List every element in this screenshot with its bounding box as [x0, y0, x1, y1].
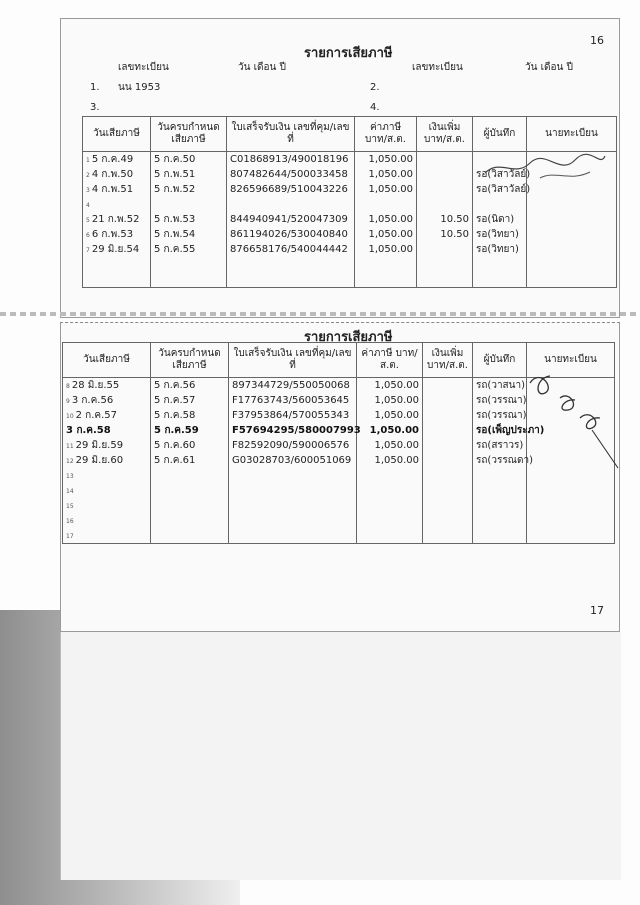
row-number: 4: [86, 202, 90, 209]
cell-text: 29 มิ.ย.54: [91, 244, 140, 255]
row-number: 5: [86, 217, 90, 224]
row-number: 2: [86, 172, 90, 179]
cell-tax: [357, 453, 423, 468]
cell-text: 2 ก.ค.57: [75, 410, 118, 421]
cell-due: [151, 257, 227, 272]
cell-rec: [473, 242, 527, 257]
cell-reg: [527, 483, 615, 498]
col-header: ผู้บันทึก: [473, 117, 527, 152]
cell-due: [151, 408, 229, 423]
cell-paid: [63, 453, 151, 468]
cell-text: 1,050.00: [369, 425, 419, 436]
cell-text: 28 มิ.ย.55: [71, 380, 120, 391]
table-row: [63, 468, 615, 483]
cell-text: 10.50: [440, 214, 469, 225]
cell-rec: [473, 483, 527, 498]
cell-extra: [417, 242, 473, 257]
cell-tax: [355, 272, 417, 288]
cell-tax: [355, 212, 417, 227]
cell-text: 1,050.00: [374, 380, 419, 391]
cell-rec: [473, 498, 527, 513]
cell-due: [151, 468, 229, 483]
col-header: นายทะเบียน: [527, 117, 617, 152]
cell-receipt: [229, 438, 357, 453]
row-number: 6: [86, 232, 90, 239]
table-row: [83, 242, 617, 257]
cell-paid: [63, 513, 151, 528]
cell-extra: [423, 393, 473, 408]
cell-text: รถ(วรรณดา): [476, 455, 533, 466]
col-header: วันเสียภาษี: [83, 117, 151, 152]
cell-reg: [527, 272, 617, 288]
cell-tax: [357, 528, 423, 544]
row-number: 8: [66, 383, 70, 390]
row-number: 3: [86, 187, 90, 194]
cell-tax: [357, 483, 423, 498]
cell-rec: [473, 272, 527, 288]
cell-receipt: [229, 468, 357, 483]
col-header: ค่าภาษี บาท/ส.ต.: [357, 343, 423, 378]
cell-extra: [423, 513, 473, 528]
cell-paid: [83, 197, 151, 212]
cell-text: 1,050.00: [368, 184, 413, 195]
row-number: 16: [66, 518, 74, 525]
cell-tax: [357, 423, 423, 438]
cell-text: 1,050.00: [374, 395, 419, 406]
cell-extra: [417, 257, 473, 272]
cell-extra: [417, 167, 473, 182]
page-title: รายการเสียภาษี: [304, 330, 393, 345]
cell-text: รถ(วาสนา): [476, 380, 526, 391]
cell-extra: [423, 483, 473, 498]
row-number: 9: [66, 398, 70, 405]
col-header: วันเสียภาษี: [63, 343, 151, 378]
table-row: [63, 453, 615, 468]
table-row: [83, 197, 617, 212]
cell-tax: [357, 408, 423, 423]
cell-tax: [357, 498, 423, 513]
cell-reg: [527, 468, 615, 483]
header-reg-label-2: เลขทะเบียน: [412, 62, 463, 73]
cell-paid: [83, 212, 151, 227]
cell-paid: [83, 257, 151, 272]
cell-receipt: [227, 182, 355, 197]
cell-tax: [357, 513, 423, 528]
cell-due: [151, 197, 227, 212]
cell-due: [151, 227, 227, 242]
cell-rec: [473, 257, 527, 272]
cell-receipt: [229, 483, 357, 498]
cell-tax: [357, 438, 423, 453]
cell-paid: [83, 272, 151, 288]
cell-tax: [357, 378, 423, 394]
cell-text: 5 ก.พ.52: [154, 184, 196, 195]
cell-text: 5 ก.ค.50: [154, 154, 196, 165]
cell-tax: [355, 182, 417, 197]
cell-text: 6 ก.พ.53: [91, 229, 134, 240]
cell-tax: [355, 152, 417, 168]
cell-text: 897344729/550050068: [232, 380, 350, 391]
row-number: 1: [86, 157, 90, 164]
table-row: [63, 483, 615, 498]
cell-text: 1,050.00: [374, 410, 419, 421]
cell-text: รถ(วรรณา): [476, 410, 527, 421]
cell-extra: [423, 453, 473, 468]
cell-tax: [355, 227, 417, 242]
cell-extra: [423, 528, 473, 544]
cell-text: 1,050.00: [368, 244, 413, 255]
cell-receipt: [229, 513, 357, 528]
cell-text: 21 ก.พ.52: [91, 214, 140, 225]
cell-text: 5 ก.ค.58: [154, 410, 196, 421]
cell-receipt: [229, 423, 361, 438]
cell-text: 3 ก.ค.56: [71, 395, 114, 406]
cell-rec: [473, 423, 545, 438]
cell-reg: [527, 227, 617, 242]
cell-text: 10.50: [440, 229, 469, 240]
table-row: [63, 513, 615, 528]
cell-extra: [417, 212, 473, 227]
header-reg-label: เลขทะเบียน: [118, 62, 169, 73]
cell-receipt: [227, 227, 355, 242]
col-header: วันครบกำหนด เสียภาษี: [151, 117, 227, 152]
cell-extra: [423, 423, 473, 438]
cell-extra: [423, 408, 473, 423]
cell-receipt: [227, 212, 355, 227]
cell-text: รถ(วรรณา): [476, 395, 527, 406]
cell-receipt: [227, 152, 355, 168]
cell-paid: [63, 378, 151, 394]
cell-rec: [473, 227, 527, 242]
cell-receipt: [227, 167, 355, 182]
table-header-row: [83, 117, 617, 152]
cell-receipt: [229, 528, 357, 544]
col-header: ค่าภาษี บาท/ส.ต.: [355, 117, 417, 152]
cell-paid: [63, 423, 151, 438]
row-number: 13: [66, 473, 74, 480]
line-2-number: 2.: [370, 82, 380, 93]
cell-tax: [357, 468, 423, 483]
cell-paid: [63, 408, 151, 423]
cell-receipt: [227, 257, 355, 272]
cell-text: 807482644/500033458: [230, 169, 348, 180]
cell-reg: [527, 528, 615, 544]
cell-tax: [355, 257, 417, 272]
table-row: [63, 498, 615, 513]
cell-text: 5 ก.ค.60: [154, 440, 196, 451]
cell-due: [151, 272, 227, 288]
cell-receipt: [229, 393, 357, 408]
cell-extra: [417, 182, 473, 197]
page-number: 16: [590, 34, 604, 47]
line-1-value: นน 1953: [118, 82, 161, 93]
cell-text: 1,050.00: [368, 214, 413, 225]
cell-due: [151, 438, 229, 453]
cell-rec: [473, 212, 527, 227]
cell-paid: [83, 167, 151, 182]
cell-receipt: [227, 242, 355, 257]
row-number: 11: [66, 443, 74, 450]
row-number: 12: [66, 458, 74, 465]
cell-rec: [473, 393, 527, 408]
page-fold-line: [0, 312, 640, 316]
cell-due: [151, 423, 229, 438]
cell-text: 1,050.00: [368, 169, 413, 180]
col-header: ผู้บันทึก: [473, 343, 527, 378]
col-header: เงินเพิ่ม บาท/ส.ต.: [417, 117, 473, 152]
table-row: [83, 227, 617, 242]
scan-lower-blank: [60, 632, 621, 880]
cell-paid: [63, 468, 151, 483]
cell-due: [151, 182, 227, 197]
cell-due: [151, 167, 227, 182]
cell-text: รอ(วิทยา): [476, 229, 519, 240]
cell-reg: [527, 453, 615, 468]
cell-due: [151, 212, 227, 227]
cell-due: [151, 152, 227, 168]
cell-reg: [527, 242, 617, 257]
cell-text: 5 ก.ค.55: [154, 244, 196, 255]
cell-extra: [417, 227, 473, 242]
cell-reg: [527, 438, 615, 453]
cell-due: [151, 498, 229, 513]
cell-rec: [473, 378, 527, 394]
cell-tax: [355, 242, 417, 257]
cell-text: F17763743/560053645: [232, 395, 350, 406]
row-number: 10: [66, 413, 74, 420]
cell-text: F57694295/580007993: [232, 425, 361, 436]
cell-text: 5 ก.ค.59: [154, 425, 199, 436]
cell-rec: [473, 528, 527, 544]
header-date-label-2: วัน เดือน ปี: [525, 62, 573, 73]
line-1-number: 1.: [90, 82, 100, 93]
col-header: เงินเพิ่ม บาท/ส.ต.: [423, 343, 473, 378]
cell-text: รอ(เพ็ญประภา): [476, 425, 545, 436]
table-row: [83, 212, 617, 227]
cell-due: [151, 393, 229, 408]
cell-rec: [473, 453, 533, 468]
cell-due: [151, 483, 229, 498]
table-row: [63, 438, 615, 453]
cell-text: 844940941/520047309: [230, 214, 348, 225]
cell-extra: [423, 438, 473, 453]
cell-text: 1,050.00: [374, 455, 419, 466]
cell-paid: [63, 438, 151, 453]
cell-extra: [423, 498, 473, 513]
cell-reg: [527, 513, 615, 528]
col-header: ใบเสร็จรับเงิน เลขที่คุม/เลขที่: [227, 117, 355, 152]
cell-receipt: [227, 197, 355, 212]
cell-due: [151, 513, 229, 528]
cell-rec: [473, 468, 527, 483]
table-row: [83, 257, 617, 272]
cell-text: รอ(วิสาวัลย์): [476, 169, 531, 180]
cell-extra: [423, 468, 473, 483]
cell-reg: [527, 257, 617, 272]
cell-text: 5 ก.ค.49: [91, 154, 134, 165]
cell-rec: [473, 438, 527, 453]
row-number: 7: [86, 247, 90, 254]
cell-due: [151, 528, 229, 544]
cell-text: 5 ก.ค.57: [154, 395, 196, 406]
cell-tax: [355, 197, 417, 212]
cell-due: [151, 242, 227, 257]
cell-rec: [473, 197, 527, 212]
cell-receipt: [229, 378, 357, 394]
cell-text: G03028703/600051069: [232, 455, 352, 466]
cell-reg: [527, 197, 617, 212]
cell-text: 1,050.00: [374, 440, 419, 451]
cell-reg: [527, 498, 615, 513]
tax-table-page-16: [82, 116, 617, 288]
cell-text: 5 ก.พ.53: [154, 214, 196, 225]
cell-paid: [83, 152, 151, 168]
cell-text: 826596689/510043226: [230, 184, 348, 195]
cell-paid: [63, 483, 151, 498]
cell-text: 4 ก.พ.50: [91, 169, 134, 180]
cell-text: รอ(นิดา): [476, 214, 515, 225]
page-number: 17: [590, 604, 604, 617]
cell-text: รอ(วิทยา): [476, 244, 519, 255]
table-row: [63, 528, 615, 544]
cell-tax: [355, 167, 417, 182]
cell-text: 5 ก.พ.51: [154, 169, 196, 180]
cell-receipt: [227, 272, 355, 288]
cell-extra: [417, 197, 473, 212]
cell-receipt: [229, 498, 357, 513]
line-4-number: 4.: [370, 102, 380, 113]
cell-rec: [473, 408, 527, 423]
cell-paid: [63, 393, 151, 408]
header-date-label: วัน เดือน ปี: [238, 62, 286, 73]
row-number: 17: [66, 533, 74, 540]
cell-text: 1,050.00: [368, 154, 413, 165]
cell-text: 29 มิ.ย.59: [75, 440, 124, 451]
cell-text: 861194026/530040840: [230, 229, 348, 240]
cell-paid: [63, 498, 151, 513]
cell-extra: [423, 378, 473, 394]
cell-text: 5 ก.ค.61: [154, 455, 196, 466]
cell-paid: [83, 182, 151, 197]
line-3-number: 3.: [90, 102, 100, 113]
cell-due: [151, 453, 229, 468]
cell-rec: [473, 513, 527, 528]
cell-text: 876658176/540044442: [230, 244, 348, 255]
cell-text: F82592090/590006576: [232, 440, 350, 451]
row-number: 15: [66, 503, 74, 510]
cell-paid: [63, 528, 151, 544]
cell-text: 29 มิ.ย.60: [75, 455, 124, 466]
cell-receipt: [229, 453, 357, 468]
table-row: [83, 272, 617, 288]
col-header: วันครบกำหนด เสียภาษี: [151, 343, 229, 378]
cell-text: 5 ก.พ.54: [154, 229, 196, 240]
registrar-signature: [480, 148, 610, 188]
cell-extra: [417, 272, 473, 288]
cell-text: F37953864/570055343: [232, 410, 350, 421]
cell-due: [151, 378, 229, 394]
cell-text: รอ(วิสาวัลย์): [476, 184, 531, 195]
cell-reg: [527, 212, 617, 227]
cell-extra: [417, 152, 473, 168]
registrar-signature: [520, 368, 620, 438]
cell-text: C01868913/490018196: [230, 154, 349, 165]
cell-paid: [83, 242, 151, 257]
cell-receipt: [229, 408, 357, 423]
cell-tax: [357, 393, 423, 408]
cell-text: 5 ก.ค.56: [154, 380, 196, 391]
cell-text: รถ(สราวร): [476, 440, 524, 451]
page-title: รายการเสียภาษี: [304, 46, 393, 61]
cell-text: 3 ก.ค.58: [66, 425, 111, 436]
col-header: นายทะเบียน: [527, 343, 615, 378]
col-header: ใบเสร็จรับเงิน เลขที่คุม/เลขที่: [229, 343, 357, 378]
cell-text: 1,050.00: [368, 229, 413, 240]
row-number: 14: [66, 488, 74, 495]
cell-paid: [83, 227, 151, 242]
cell-text: 4 ก.พ.51: [91, 184, 134, 195]
